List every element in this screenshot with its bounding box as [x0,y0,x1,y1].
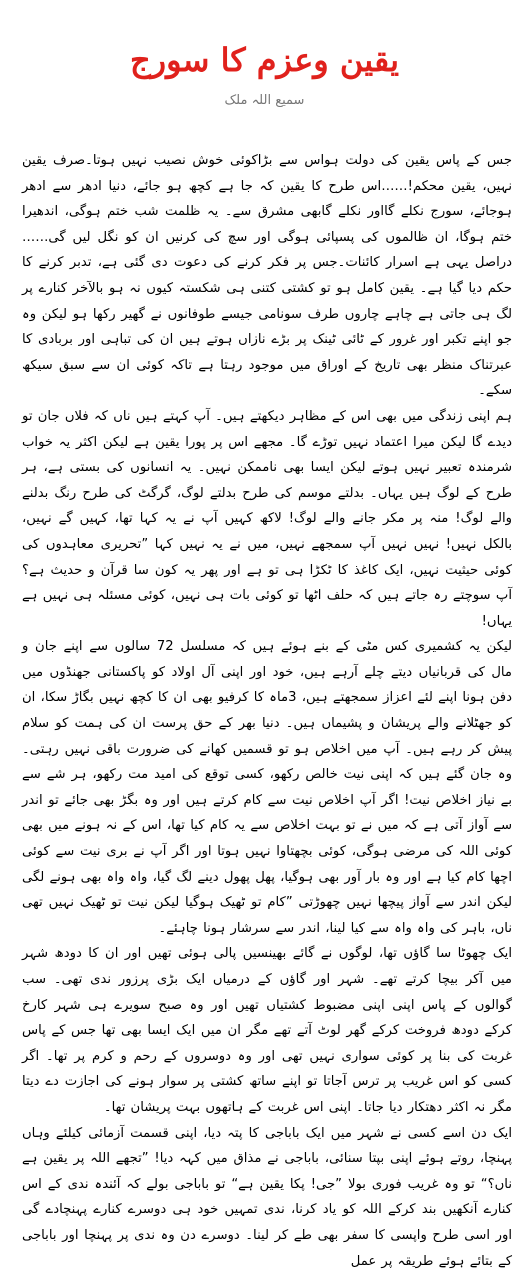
paragraph-1: جس کے پاس یقین کی دولت ہواس سے بڑاکوئی خوش نصیب نہیں ہوتا۔صرف یقین نہیں، یقین محکم!……اس طرح کا یقین کہ جا ہے کچھ ہو جائے، دنیا ادھر سے ادھر ہوجائے، سورج نکلے گااور نکلے گابھی مشرق سے۔ یہ ظلمت شب ختم ہوگی، اندھیرا ختم ہوگا، ان ظالموں کی پسپائی ہوگی اور سچ کی کرنیں ان کو نگل لیں گی……دراصل یہی ہے اسرار کائنات۔جس پر فکر کرنے کی دعوت دی گئی ہے، تدبر کرنے کا حکم دیا گیا ہے۔ یقین کامل ہو تو کشتی کتنی ہی شکستہ کیوں نہ ہو بالآخر کنارے پر لگ ہی جاتی ہے چاہے چاروں طرف سونامی جیسے طوفانوں نے گھیر رکھا ہو لیکن وہ جو اپنے تکبر اور غرور کے ٹائی ٹینک پر بڑے نازاں ہوتے ہیں ان کی تباہی اور بربادی کا عبرتناک منظر بھی تاریخ کے اوراق میں موجود رہتا ہے تاکہ کوئی ان سے سبق سیکھ سکے۔ [22,153,512,399]
author-name: سمیع اللہ ملک [224,93,305,108]
article-title: یقین وعزم کا سورج [130,41,399,79]
paragraph-4: ایک چھوٹا سا گاؤں تھا، لوگوں نے گائے بھینسیں پالی ہوئی تھیں اور ان کا دودھ شہر میں آکر بیچا کرتے تھے۔ شہر اور گاؤں کے درمیاں ایک بڑی پرزور ندی تھی۔ سب گوالوں کے پاس اپنی اپنی مضبوط کشتیاں تھیں اور وہ صبح سویرے ہی شہر کارخ کرکے دودھ فروخت کرکے گھر لوٹ آتے تھے مگر ان میں ایک ایسا بھی تھا جس کے پاس غربت کی بنا پر کوئی سواری نہیں تھی اور وہ دوسروں کے رحم و کرم پر تھا۔ اگر کسی کو اس غریب پر ترس آجاتا تو اپنے ساتھ کشتی پر سوار ہونے کی اجازت دے دیتا مگر نہ اکثر دھتکار دیا جاتا۔ اپنی اس غربت کے ہاتھوں بہت پریشان تھا۔ [22,946,512,1115]
paragraph-3: لیکن یہ کشمیری کس مٹی کے بنے ہوئے ہیں کہ مسلسل 72 سالوں سے اپنے جان و مال کی قربانیاں دیتے چلے آرہے ہیں، خود اور اپنی آل اولاد کو پاکستانی جھنڈوں میں دفن ہونا اپنے لئے اعزاز سمجھتے ہیں، 3ماہ کا کرفیو بھی ان کا کچھ نہیں بگاڑ سکا، ان کو جھٹلانے والے پریشان و پشیماں ہیں۔ دنیا بھر کے حق پرست ان کی ہمت کو سلام پیش کر رہے ہیں۔ آپ میں اخلاص ہو تو قسمیں کھانے کی ضرورت باقی نہیں رہتی۔ وہ جان گئے ہیں کہ اپنی نیت خالص رکھو، کسی توقع کی امید مت رکھو، ہر شے سے بے نیاز اخلاص نیت! اگر آپ اخلاص نیت سے کام کرتے ہیں اور وہ بگڑ بھی جائے تو اندر سے آواز آتی ہے کہ میں نے تو بہت اخلاص سے یہ کام کیا تھا، اس کے نہ ہونے میں بھی کوئی اللہ کی مرضی ہوگی، کوئی بچھتاوا نہیں ہوتا اور اگر آپ نے بری نیت سے کوئی اچھا کام کیا ہے اور وہ بار آور بھی ہوگیا، پھل پھول دینے لگ گیا، واہ واہ بھی ہونے لگی لیکن اندر سے آواز پیچھا نہیں چھوڑتی ”کام تو ٹھیک ہوگیا لیکن نیت تو ٹھیک نہیں تھی ناں، باہر کی واہ واہ سے کیا لینا، اندر سے سرشار ہونا چاہئے۔ [22,639,512,936]
article-body [22,148,512,1274]
paragraph-5: ایک دن اسے کسی نے شہر میں ایک باباجی کا پتہ دیا، اپنی قسمت آزمائی کیلئے وہاں پہنچا، روتے ہوئے اپنی بپتا سنائی، باباجی نے مذاق میں کہہ دیا! ”تجھے اللہ پر یقین ہے ناں؟“ تو وہ غریب فوری بولا ”جی! پکا یقین ہے“ تو باباجی بولے کہ آئندہ ندی کے اس کنارے آنکھیں بند کرکے اللہ کو یاد کرنا، ندی تمہیں خود ہی دوسرے کنارے پہنچادے گی اور اسی طرح واپسی کا سفر بھی طے کر لینا۔ دوسرے دن وہ ندی پر پہنچا اور باباجی کے بتائے ہوئے طریقہ پر عمل [22,1125,512,1269]
paragraph-2: ہم اپنی زندگی میں بھی اس کے مظاہر دیکھتے ہیں۔ آپ کہتے ہیں ناں کہ فلاں جان تو دیدے گا لیکن میرا اعتماد نہیں توڑے گا۔ مجھے اس پر پورا یقین ہے لیکن اکثر یہ خواب شرمندہ تعبیر نہیں ہوتے لیکن ایسا بھی ناممکن نہیں۔ یہ انسانوں کی بستی ہے، ہر طرح کے لوگ ہیں یہاں۔ بدلتے موسم کی طرح بدلتے لوگ، گرگٹ کی طرح رنگ بدلنے والے لوگ! منہ پر مکر جانے والے لوگ! لاکھ کہیں آپ نے یہ کہا تھا، کہیں گے نہیں، بالکل نہیں! نہیں نہیں آپ سمجھے نہیں، میں نے یہ نہیں کہا ”تحریری معاہدوں کی کوئی حیثیت نہیں، ایک کاغذ کا ٹکڑا ہی تو ہے اور پھر یہ کون سا قرآن و حدیث ہے؟ آپ سوچتے رہ جاتے ہیں کہ حلف اٹھا تو کوئی بات ہی نہیں، کوئی مسئلہ ہی نہیں ہے یہاں! [22,408,512,629]
